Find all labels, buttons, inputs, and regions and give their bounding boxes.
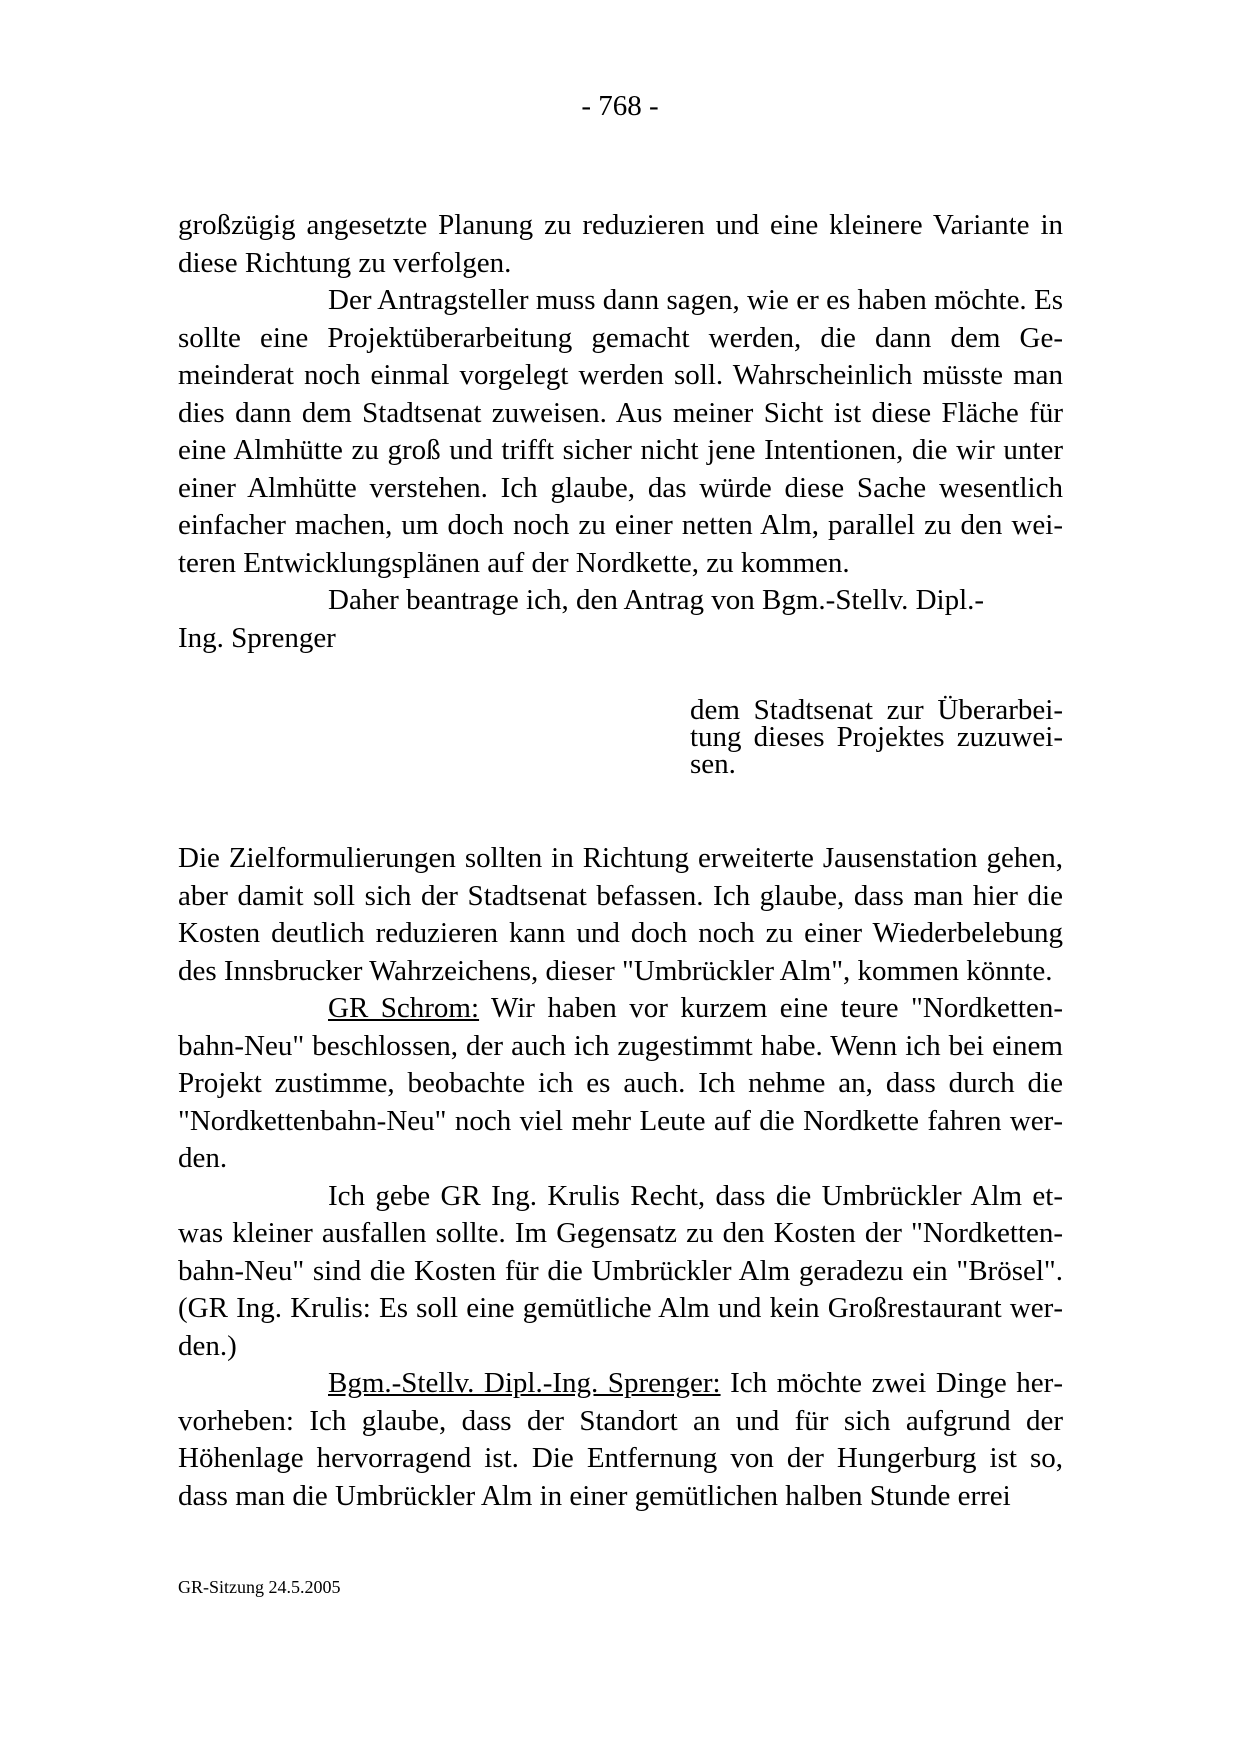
paragraph-motion-intro: Daher beantrage ich, den Antrag von Bgm.-Stellv. Dipl.- <box>328 584 985 616</box>
paragraph-schrom <box>178 990 1063 1178</box>
paragraph-applicant: Der Antragsteller muss dann sagen, wie er es haben möchte. Es sollte eine Projektüberarbeitung gemacht werden, die dann dem Gemeinderat noch einmal vorgelegt werden soll. Wahrscheinlich müsste man dies dann dem Stadtsenat zuweisen. Aus meiner Sicht ist diese Fläche für eine Almhütte zu groß und trifft sicher nicht jene Intentionen, die wir unter einer Almhütte verstehen. Ich glaube, das würde diese Sache wesentlich einfacher machen, um doch noch zu einer netten Alm, parallel zu den weiteren Entwicklungsplänen auf der Nordkette, zu kommen. <box>178 284 1063 579</box>
text-section-upper <box>178 207 1063 657</box>
speaker-sprenger: Bgm.-Stellv. Dipl.-Ing. Sprenger: <box>328 1367 721 1399</box>
page-number: - 768 - <box>581 90 659 122</box>
paragraph-sprenger <box>178 1365 1063 1515</box>
paragraph-motion-name: Ing. Sprenger <box>178 621 336 654</box>
speaker-schrom: GR Schrom: <box>328 992 480 1024</box>
footer-session-date: GR-Sitzung 24.5.2005 <box>178 1577 341 1597</box>
paragraph-krulis: Ich gebe GR Ing. Krulis Recht, dass die Umbrückler Alm etwas kleiner ausfallen sollte. Im Gegensatz zu den Kosten der "Nordkettenbahn-Neu" sind die Kosten für die Umbrückler Alm geradezu ein "Brösel". (GR Ing. Krulis: Es soll eine gemütliche Alm und kein Großrestaurant werden.) <box>178 1179 1063 1362</box>
motion-text: dem Stadtsenat zur Überarbeitung dieses Projektes zuzuweisen. <box>690 694 1063 780</box>
paragraph-goals: Die Zielformulierungen sollten in Richtung erweiterte Jausenstation gehen, aber damit soll sich der Stadtsenat befassen. Ich glaube, dass man hier die Kosten deutlich reduzieren kann und doch noch zu einer Wiederbelebung des Innsbrucker Wahrzeichens, dieser "Umbrückler Alm", kommen könnte. <box>178 842 1063 987</box>
text-section-lower <box>178 840 1063 1515</box>
statement-schrom: Wir haben vor kurzem eine teure "Nordkettenbahn-Neu" beschlossen, der auch ich zugestimmt habe. Wenn ich bei einem Projekt zustimme, beobachte ich es auch. Ich nehme an, dass durch die "Nordkettenbahn-Neu" noch viel mehr Leute auf die Nordkette fahren werden. <box>178 992 1064 1174</box>
paragraph-planning: großzügig angesetzte Planung zu reduzieren und eine kleinere Variante in diese Richtung zu verfolgen. <box>178 209 1063 279</box>
statement-sprenger: Ich möchte zwei Dinge hervorheben: Ich glaube, dass der Standort an und für sich aufgrund der Höhenlage hervorragend ist. Die Entfernung von der Hungerburg ist so, dass man die Umbrückler Alm in einer gemütlichen halben Stunde errei <box>178 1367 1063 1512</box>
